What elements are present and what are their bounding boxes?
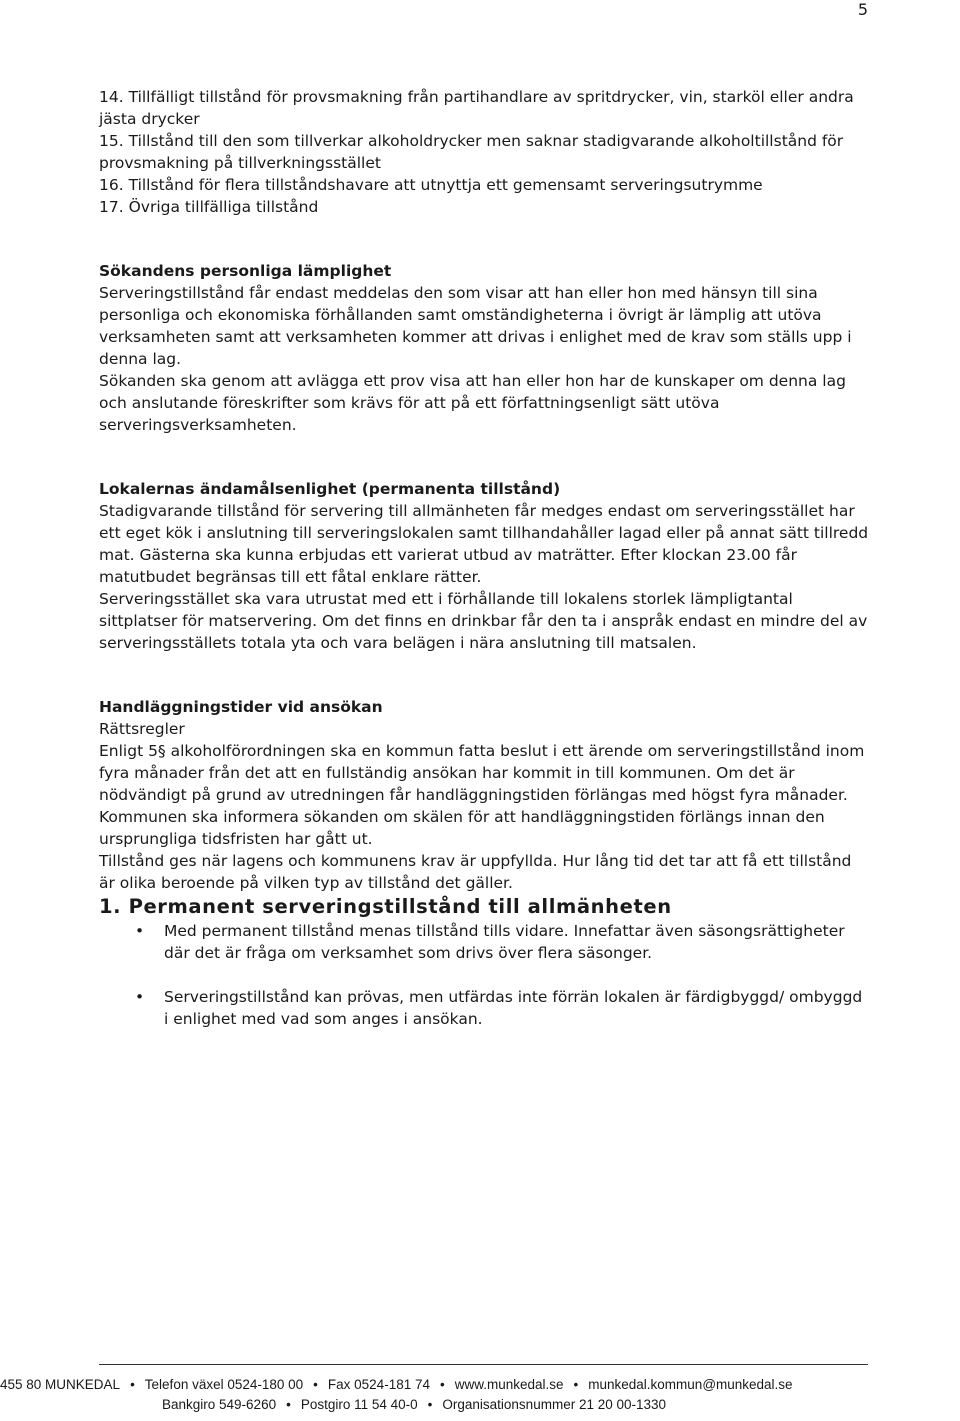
subheading: Rättsregler bbox=[99, 720, 185, 738]
section-heading-premises: Lokalernas ändamålsenlighet (permanenta tillstånd) bbox=[99, 480, 561, 498]
page-number: 5 bbox=[857, 0, 868, 19]
paragraph: Serveringsstället ska vara utrustat med ett i förhållande till lokalens storlek lämpligtantal sittplatser för matservering. Om det finns en drinkbar får den ta i anspråk endast en mindre del av serveringsställets totala yta och vara belägen i nära anslutning till matsalen. bbox=[99, 590, 868, 652]
paragraph: Tillstånd ges när lagens och kommunens krav är uppfyllda. Hur lång tid det tar att få ett tillstånd är olika beroende på vilken typ av tillstånd det gäller. bbox=[99, 852, 852, 892]
bullet-icon: • bbox=[135, 988, 145, 1006]
paragraph: Sökanden ska genom att avlägga ett prov visa att han eller hon har de kunskaper om denna lag och anslutande föreskrifter som krävs för att på ett författningsenligt sätt utöva serveringsverksamheten. bbox=[99, 372, 846, 434]
footer-phone: Telefon växel 0524-180 00 bbox=[144, 1377, 304, 1392]
section-heading-permanent-license: 1. Permanent serveringstillstånd till allmänheten bbox=[99, 895, 672, 918]
footer-divider bbox=[99, 1364, 868, 1365]
footer-email: munkedal.kommun@munkedal.se bbox=[588, 1377, 793, 1392]
bullet-list bbox=[99, 920, 869, 1030]
footer-bankgiro: Bankgiro 549-6260 bbox=[162, 1397, 277, 1412]
list-item: 15. Tillstånd till den som tillverkar alkoholdrycker men saknar stadigvarande alkoholtillstånd för provsmakning på tillverkningsstället bbox=[99, 132, 844, 172]
footer-org-number: Organisationsnummer 21 20 00-1330 bbox=[442, 1397, 667, 1412]
paragraph: Enligt 5§ alkoholförordningen ska en kommun fatta beslut i ett ärende om serveringstillstånd inom fyra månader från det att en fullständig ansökan har kommit in till kommunen. Om det är nödvändigt på grund av utredningen får handläggningstiden förlängas med högst fyra månader. Kommunen ska informera sökanden om skälen för att handläggningstiden förlängs innan den ursprungliga tidsfristen har gått ut. bbox=[99, 742, 865, 848]
list-item bbox=[99, 920, 869, 964]
list-item: 17. Övriga tillfälliga tillstånd bbox=[99, 198, 319, 216]
footer-postgiro: Postgiro 11 54 40-0 bbox=[300, 1397, 418, 1412]
section-heading-suitability: Sökandens personliga lämplighet bbox=[99, 262, 392, 280]
document-body bbox=[99, 86, 869, 1052]
footer-website: www.munkedal.se bbox=[454, 1377, 564, 1392]
section-heading-processing-times: Handläggningstider vid ansökan bbox=[99, 698, 383, 716]
footer-contact-line: 455 80 MUNKEDAL • Telefon växel 0524-180 00 • Fax 0524-181 74 • www.munkedal.se • munkedal.kommun@munkedal.se bbox=[0, 1377, 793, 1392]
page-footer bbox=[0, 1375, 960, 1415]
footer-address: 455 80 MUNKEDAL bbox=[0, 1377, 121, 1392]
list-item bbox=[99, 986, 869, 1030]
list-item-text: Serveringstillstånd kan prövas, men utfärdas inte förrän lokalen är färdigbyggd/ ombyggd i enlighet med vad som anges i ansökan. bbox=[164, 988, 863, 1028]
list-item-text: Med permanent tillstånd menas tillstånd tills vidare. Innefattar även säsongsrättigheter där det är fråga om verksamhet som drivs över flera säsonger. bbox=[164, 922, 845, 962]
list-item: 14. Tillfälligt tillstånd för provsmakning från partihandlare av spritdrycker, vin, starköl eller andra jästa drycker bbox=[99, 88, 854, 128]
footer-bank-line: Bankgiro 549-6260 • Postgiro 11 54 40-0 • Organisationsnummer 21 20 00-1330 bbox=[162, 1397, 667, 1412]
list-item: 16. Tillstånd för flera tillståndshavare att utnyttja ett gemensamt serveringsutrymme bbox=[99, 176, 763, 194]
footer-fax: Fax 0524-181 74 bbox=[327, 1377, 430, 1392]
bullet-icon: • bbox=[135, 922, 145, 940]
numbered-list bbox=[99, 86, 869, 218]
paragraph: Stadigvarande tillstånd för servering till allmänheten får medges endast om serveringsstället har ett eget kök i anslutning till serveringslokalen samt tillhandahåller lagad eller på annat sätt tillredd mat. Gästerna ska kunna erbjudas ett varierat utbud av maträtter. Efter klockan 23.00 får matutbudet begränsas till ett fåtal enklare rätter. bbox=[99, 502, 869, 586]
paragraph: Serveringstillstånd får endast meddelas den som visar att han eller hon med hänsyn till sina personliga och ekonomiska förhållanden samt omständigheterna i övrigt är lämplig att utöva verksamheten samt att verksamheten kommer att drivas i enlighet med de krav som ställs upp i denna lag. bbox=[99, 284, 852, 368]
